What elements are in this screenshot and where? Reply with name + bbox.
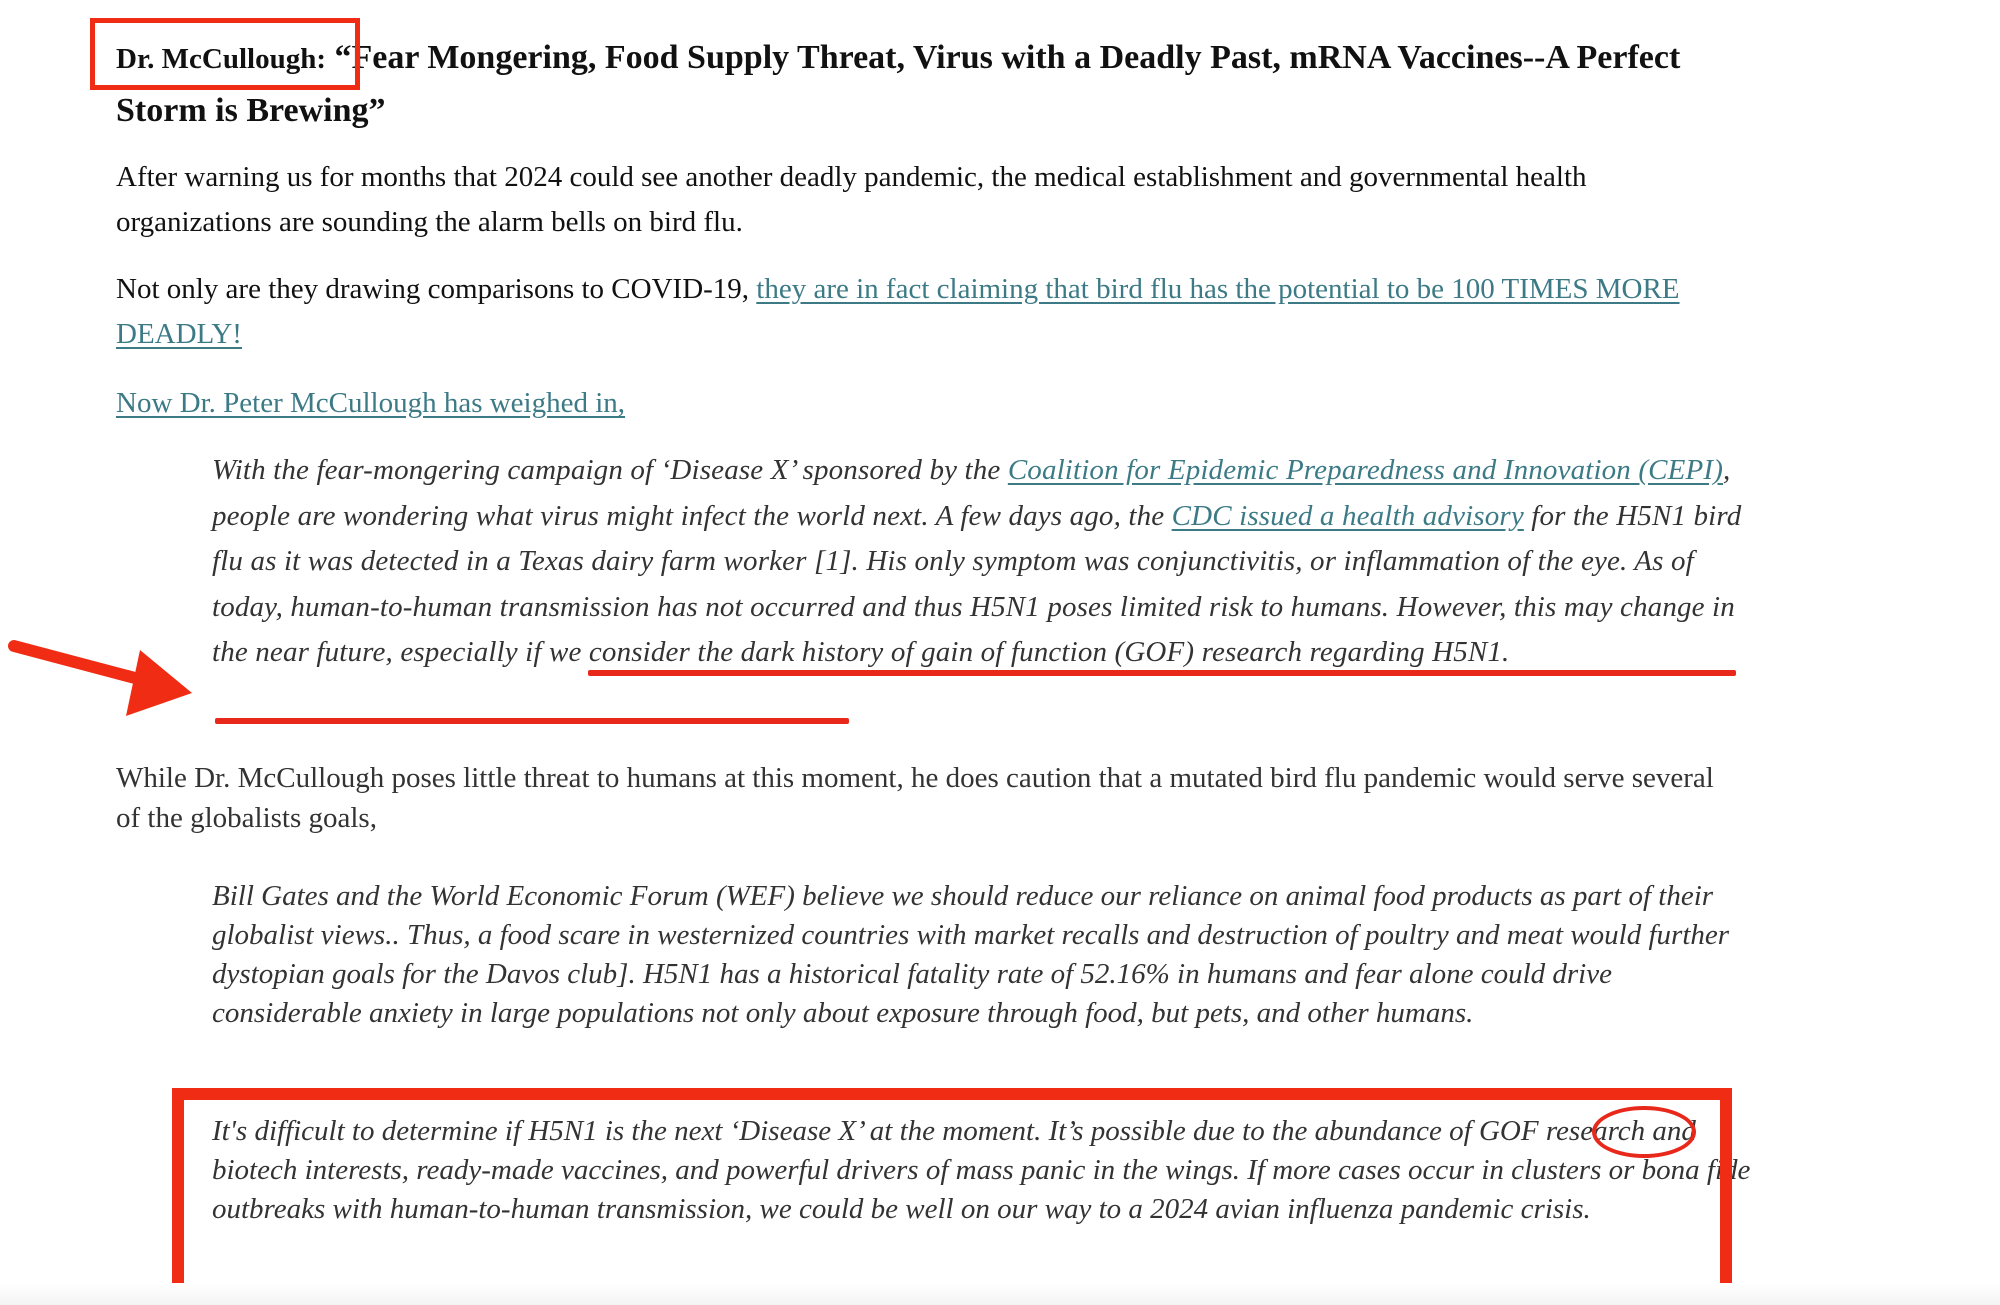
page-bottom-edge: [0, 1283, 2000, 1305]
quote1-text-a: With the fear-mongering campaign of ‘Disease X’ sponsored by the: [212, 454, 1008, 486]
author-highlight-box: [90, 18, 360, 90]
mccullough-link-paragraph: [116, 381, 1736, 426]
highlight-underline-1: [588, 670, 1736, 676]
quote3-text-a: It's difficult to determine if H5N1 is the next ‘Disease X’ at the moment. It’s possible due to the abundance of: [212, 1115, 1479, 1147]
quote1-highlighted-text: However, this may change in the near future, especially if we consider the dark history of gain of function (GOF) research regarding H5N1: [212, 590, 1735, 668]
highlight-underline-2: [215, 718, 849, 724]
quote1-text-d: .: [1502, 636, 1510, 668]
cdc-advisory-link[interactable]: CDC issued a health advisory: [1171, 499, 1524, 532]
quote1-text-b: , people are wondering what virus might infect the world next. A few days ago, the: [212, 454, 1731, 532]
intro-paragraph: After warning us for months that 2024 could see another deadly pandemic, the medical establishment and governmental health organizations are sounding the alarm bells on bird flu.: [116, 161, 1587, 238]
gof-term: GOF: [1478, 1115, 1539, 1147]
deadly-claim-link[interactable]: they are in fact claiming that bird flu has the potential to be 100 TIMES MORE DEADLY!: [116, 273, 1680, 350]
quote3-text-b: research and biotech interests, ready-made vaccines, and powerful drivers of mass panic in the wings. If more cases occur in clusters or bona fide outbreaks with human-to-human transmission, we could be well on our way to a 2024 avian influenza pandemic crisis.: [212, 1115, 1751, 1225]
quote1-text-c: for the H5N1 bird flu as it was detected in a Texas dairy farm worker [1]. His only symptom was conjunctivitis, or inflammation of the eye. As of today, human-to-human transmission has not occurred and thus H5N1 poses limited risk to humans.: [212, 499, 1742, 623]
mccullough-weighed-in-link[interactable]: Now Dr. Peter McCullough has weighed in,: [116, 387, 626, 419]
cepi-link[interactable]: Coalition for Epidemic Preparedness and Innovation (CEPI): [1007, 454, 1723, 486]
red-arrow-icon: [0, 620, 200, 720]
comparison-paragraph: [116, 267, 1736, 357]
blockquote-food-scare: Bill Gates and the World Economic Forum (WEF) believe we should reduce our reliance on animal food products as part of their globalist views.. Thus, a food scare in westernized countries with market recalls and destruction of poultry and meat would further dystopian goals for the Davos club]. H5N1 has a historical fatality rate of 52.16% in humans and fear alone could drive considerable anxiety in large populations not only about exposure through food, but pets, and other humans.: [212, 880, 1730, 1029]
comparison-text: Not only are they drawing comparisons to COVID-19,: [116, 273, 757, 305]
quote-highlight-box: [172, 1088, 1732, 1296]
globalist-goals-paragraph: While Dr. McCullough poses little threat to humans at this moment, he does caution that a mutated bird flu pandemic would serve several of the globalists goals,: [116, 762, 1714, 834]
blockquote-disease-x: [212, 448, 1752, 676]
title-author: Dr. McCullough:: [116, 43, 326, 75]
title-text: “Fear Mongering, Food Supply Threat, Virus with a Deadly Past, mRNA Vaccines--A Perfect Storm is Brewing”: [116, 39, 1681, 129]
